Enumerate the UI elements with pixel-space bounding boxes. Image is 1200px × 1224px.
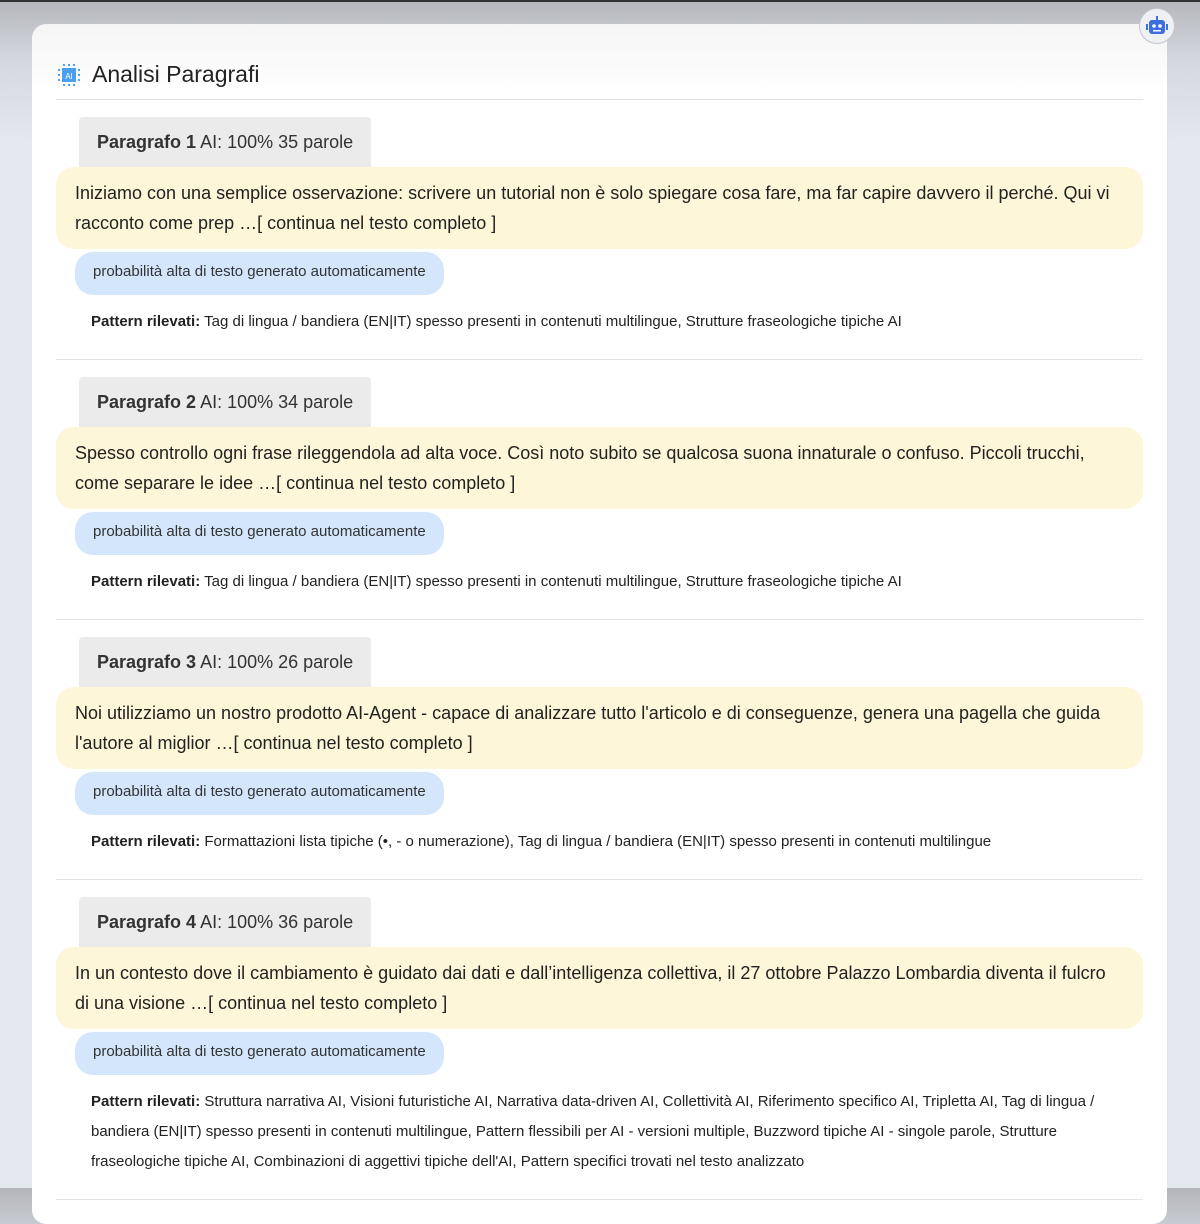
patterns-label: Pattern rilevati: (91, 1093, 201, 1110)
detected-patterns (91, 307, 1143, 337)
paragraph-label: Paragrafo 1 (97, 132, 197, 152)
paragraph-label: Paragrafo 2 (97, 392, 197, 412)
patterns-list: Tag di lingua / bandiera (EN|IT) spesso presenti in contenuti multilingue, Strutture fraseologiche tipiche AI (204, 573, 902, 590)
detected-patterns (91, 1087, 1143, 1177)
detected-patterns (91, 827, 1143, 857)
page-title: Analisi Paragrafi (92, 61, 260, 87)
robot-icon (1146, 16, 1168, 36)
analysis-card (32, 24, 1167, 1224)
paragraph-header (79, 117, 371, 167)
paragraph-meta: AI: 100% 35 parole (200, 132, 354, 152)
ai-probability-badge: probabilità alta di testo generato automaticamente (75, 772, 444, 815)
paragraph-text: Iniziamo con una semplice osservazione: scrivere un tutorial non è solo spiegare cosa fare, ma far capire davvero il perché. Qui vi racconto come prep …[ continua nel testo completo ] (56, 167, 1143, 249)
paragraph-section (56, 360, 1143, 620)
paragraph-section (56, 620, 1143, 880)
paragraph-header (79, 377, 371, 427)
paragraph-meta: AI: 100% 26 parole (200, 652, 354, 672)
patterns-list: Formattazioni lista tipiche (•, - o numerazione), Tag di lingua / bandiera (EN|IT) spesso presenti in contenuti multilingue (204, 833, 992, 850)
paragraph-header (79, 637, 371, 687)
patterns-label: Pattern rilevati: (91, 833, 201, 850)
paragraph-meta: AI: 100% 36 parole (200, 912, 354, 932)
ai-probability-badge: probabilità alta di testo generato automaticamente (75, 252, 444, 295)
assistant-button[interactable] (1139, 8, 1175, 44)
ai-probability-badge: probabilità alta di testo generato automaticamente (75, 512, 444, 555)
patterns-list: Struttura narrativa AI, Visioni futuristiche AI, Narrativa data-driven AI, Collettività AI, Riferimento specifico AI, Tripletta AI, Tag di lingua / bandiera (EN|IT) spesso presenti in contenuti multilingue, Pattern flessibili per AI - versioni multiple, Buzzword tipiche AI - singole parole, Strutture fraseologiche tipiche AI, Combinazioni di aggettivi tipiche dell'AI, Pattern specifici trovati nel testo analizzato (91, 1093, 1095, 1170)
paragraph-meta: AI: 100% 34 parole (200, 392, 354, 412)
ai-chip-icon (58, 64, 80, 86)
svg-text:AI: AI (65, 71, 73, 81)
patterns-list: Tag di lingua / bandiera (EN|IT) spesso presenti in contenuti multilingue, Strutture fraseologiche tipiche AI (204, 313, 902, 330)
paragraph-text: In un contesto dove il cambiamento è guidato dai dati e dall’intelligenza collettiva, il 27 ottobre Palazzo Lombardia diventa il fulcro di una visione …[ continua nel testo completo ] (56, 947, 1143, 1029)
paragraph-header (79, 897, 371, 947)
paragraph-text: Spesso controllo ogni frase rileggendola ad alta voce. Così noto subito se qualcosa suona innaturale o confuso. Piccoli trucchi, come separare le idee …[ continua nel testo completo ] (56, 427, 1143, 509)
patterns-label: Pattern rilevati: (91, 313, 201, 330)
paragraph-label: Paragrafo 4 (97, 912, 197, 932)
detected-patterns (91, 567, 1143, 597)
ai-probability-badge: probabilità alta di testo generato automaticamente (75, 1032, 444, 1075)
paragraph-section (56, 880, 1143, 1200)
page-header (56, 50, 1143, 100)
paragraph-label: Paragrafo 3 (97, 652, 197, 672)
patterns-label: Pattern rilevati: (91, 573, 201, 590)
paragraph-text: Noi utilizziamo un nostro prodotto AI-Agent - capace di analizzare tutto l'articolo e di conseguenze, genera una pagella che guida l'autore al miglior …[ continua nel testo completo ] (56, 687, 1143, 769)
paragraph-section (56, 100, 1143, 360)
